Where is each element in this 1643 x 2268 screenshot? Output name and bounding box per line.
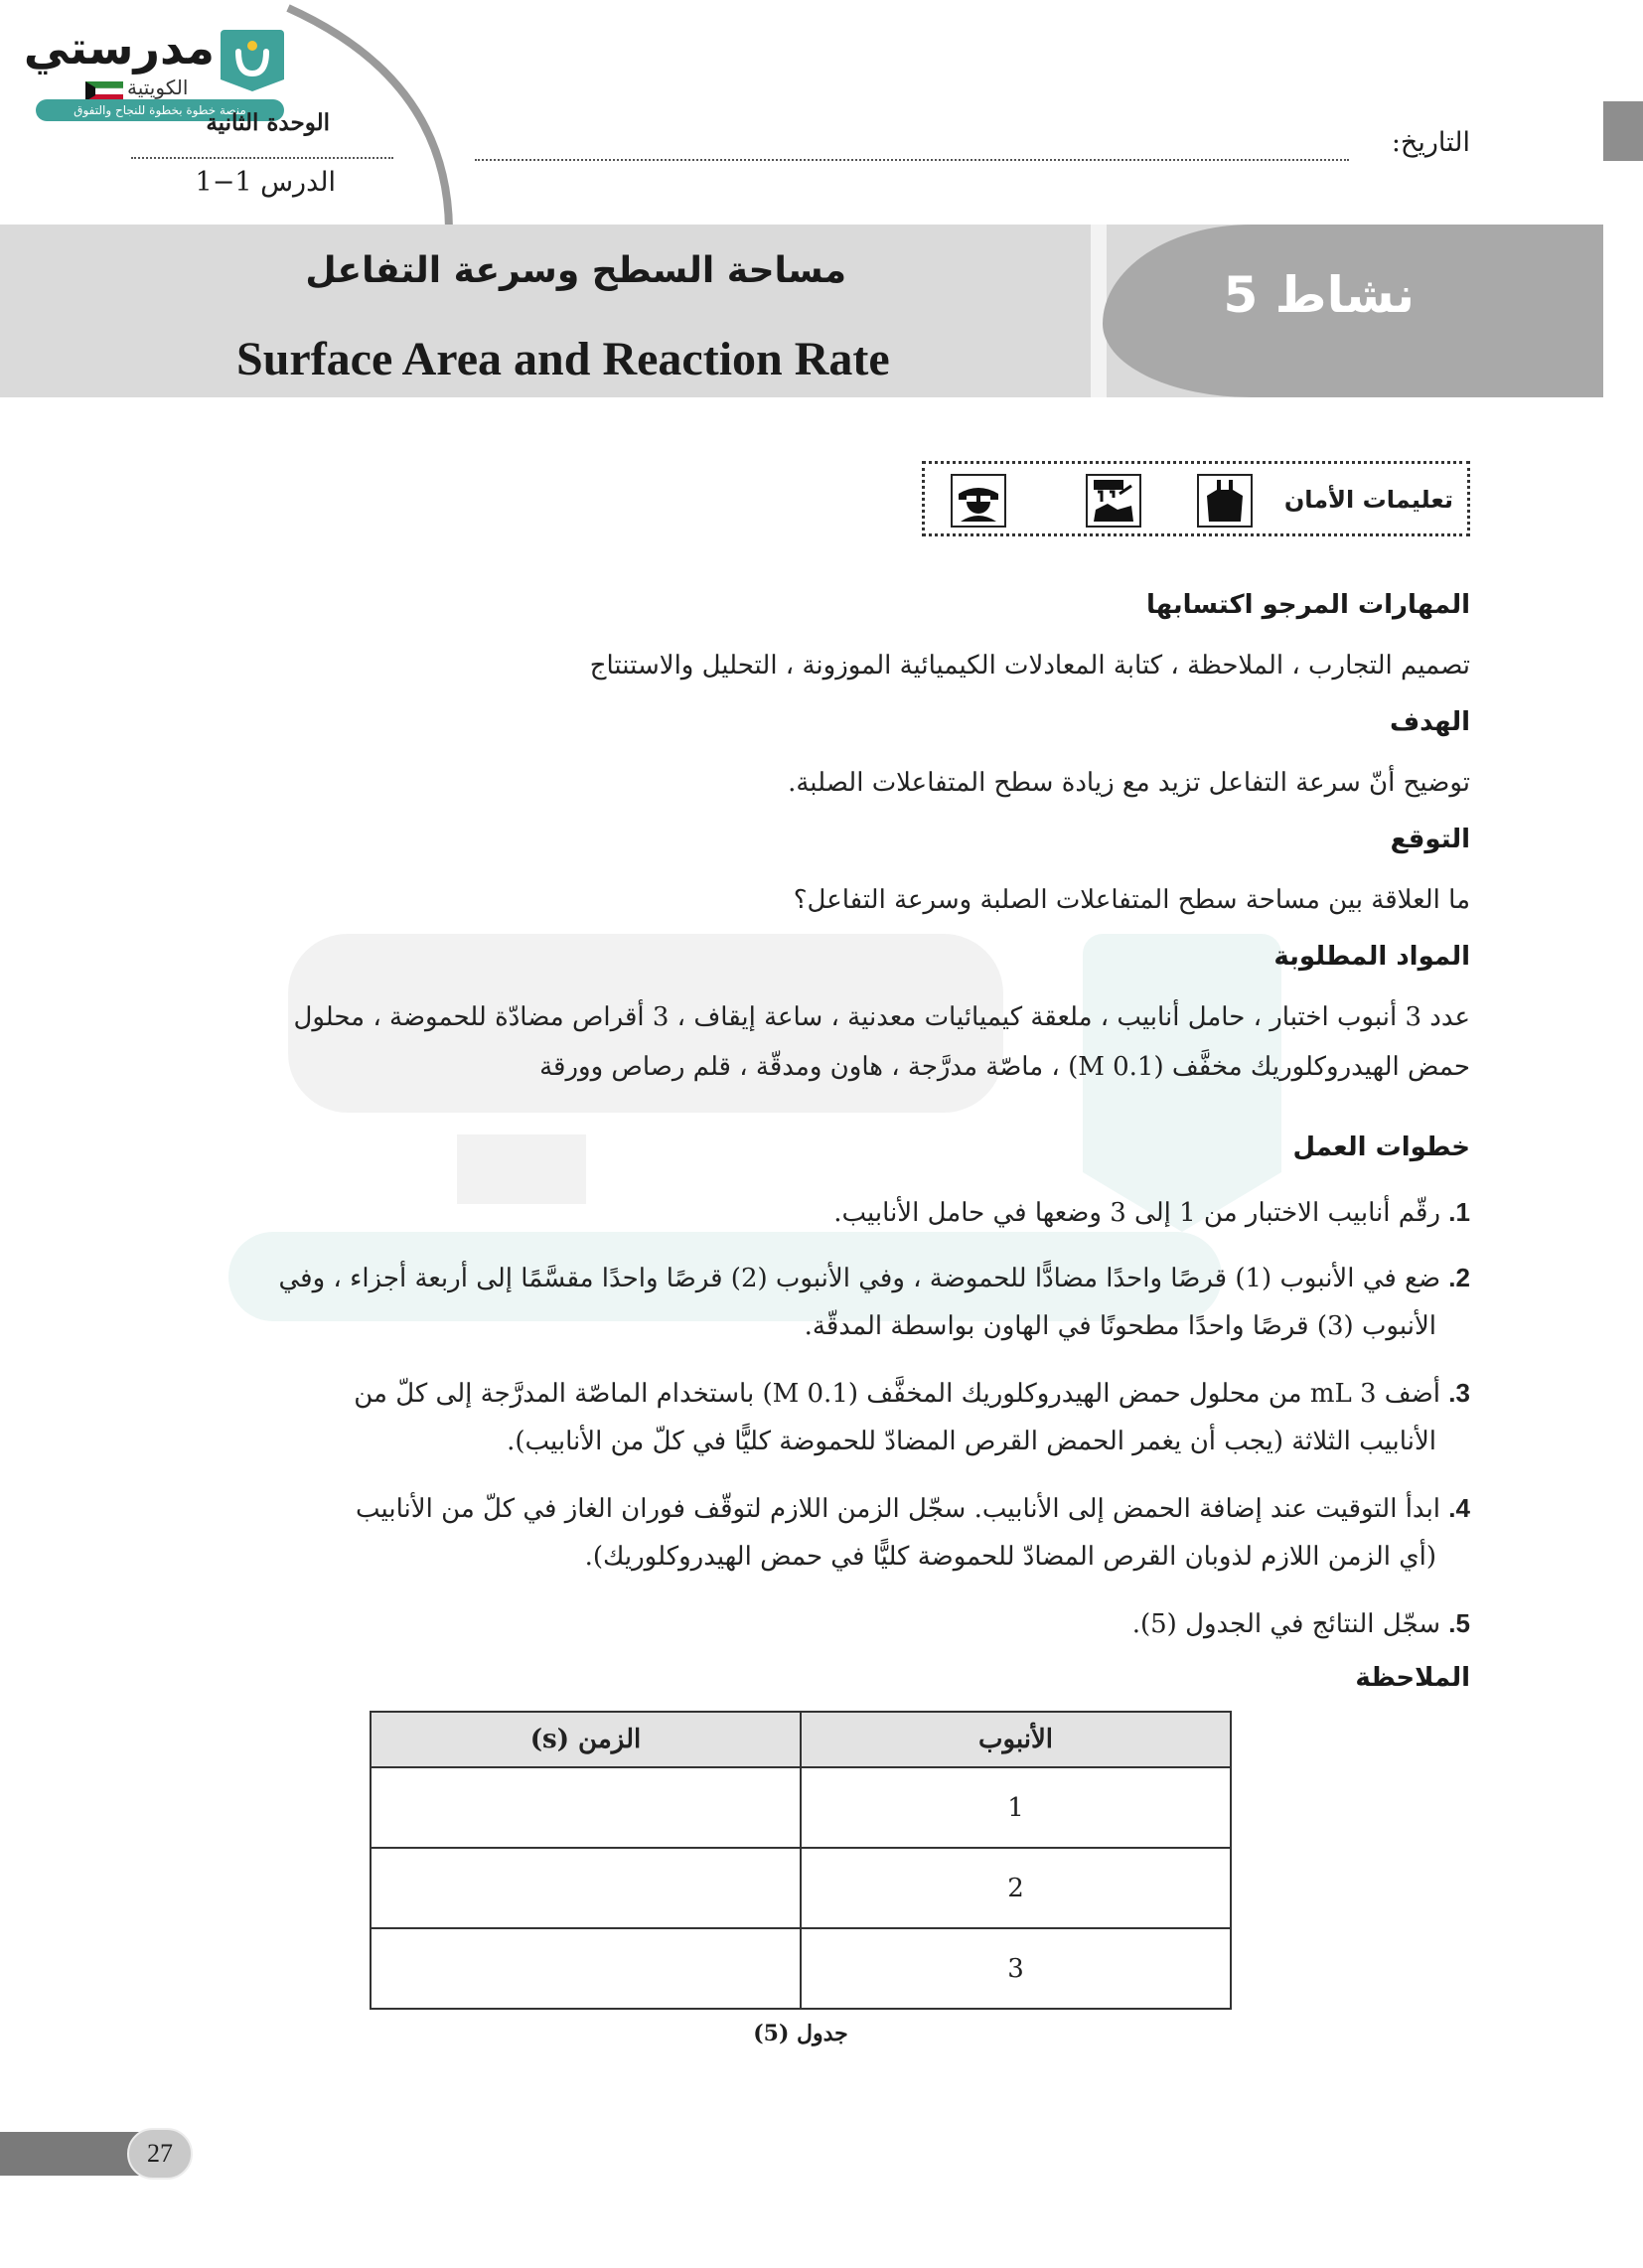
skills-heading: المهارات المرجو اكتسابها: [1145, 590, 1470, 620]
date-label: التاريخ:: [1391, 127, 1470, 158]
column-header-time: الزمن (s): [371, 1712, 801, 1767]
safety-box: [922, 461, 1470, 536]
step-line: الأنابيب الثلاثة (يجب أن يغمر الحمض القرص المضادّ للحموضة كليًّا في كلّ من الأنابيب).: [507, 1427, 1436, 1456]
logo-brand: مدرستي: [23, 21, 215, 75]
step-line: ضع في الأنبوب (1) قرصًا واحدًا مضادًّا للحموضة ، وفي الأنبوب (2) قرصًا واحدًا مقسَّمًا إلى أربعة أجزاء ، وفي: [278, 1264, 1441, 1293]
step-number: 2.: [1448, 1263, 1470, 1292]
column-header-tube: الأنبوب: [801, 1712, 1231, 1767]
prediction-text: ما العلاقة بين مساحة سطح المتفاعلات الصلبة وسرعة التفاعل؟: [793, 885, 1470, 915]
step-number: 1.: [1448, 1197, 1470, 1227]
procedure-step-3: [139, 1369, 1470, 1465]
activity-number: نشاط 5: [1223, 266, 1415, 324]
logo-tagline: منصة خطوة بخطوة للنجاح والتفوق: [36, 99, 284, 121]
materials-line-1: عدد 3 أنبوب اختبار ، حامل أنابيب ، ملعقة كيميائيات معدنية ، ساعة إيقاف ، 3 أقراص مضادّة للحموضة ، محلول: [293, 1002, 1470, 1032]
footer-bar: [0, 2132, 139, 2176]
results-table: [370, 1711, 1232, 2010]
time-cell[interactable]: [371, 1928, 801, 2009]
table-row: [371, 1767, 1231, 1848]
table-header-row: [371, 1712, 1231, 1767]
observation-heading: الملاحظة: [1355, 1663, 1470, 1693]
procedure-heading: خطوات العمل: [1292, 1133, 1470, 1162]
safety-goggles-icon: [951, 474, 1006, 528]
time-cell[interactable]: [371, 1848, 801, 1928]
step-line: ابدأ التوقيت عند إضافة الحمض إلى الأنابيب. سجّل الزمن اللازم لتوقّف فوران الغاز في كلّ من الأنابيب: [355, 1494, 1441, 1524]
lab-apron-icon: [1197, 474, 1253, 528]
goal-text: توضيح أنّ سرعة التفاعل تزيد مع زيادة سطح المتفاعلات الصلبة.: [788, 768, 1470, 798]
prediction-heading: التوقع: [1390, 825, 1470, 854]
step-line: رقّم أنابيب الاختبار من 1 إلى 3 وضعها في حامل الأنابيب.: [833, 1198, 1441, 1228]
time-cell[interactable]: [371, 1767, 801, 1848]
unit-label: الوحدة الثانية: [206, 109, 330, 136]
procedure-step-4: [139, 1484, 1470, 1581]
skills-text: تصميم التجارب ، الملاحظة ، كتابة المعادلات الكيميائية الموزونة ، التحليل والاستنتاج: [589, 651, 1470, 680]
step-line: سجّل النتائج في الجدول (5).: [1131, 1609, 1441, 1639]
corrosive-chemical-icon: [1086, 474, 1141, 528]
table-caption: جدول (5): [753, 2021, 848, 2046]
title-english: Surface Area and Reaction Rate: [236, 333, 890, 385]
procedure-step-1: [139, 1188, 1470, 1237]
page-number-badge: [127, 2128, 193, 2180]
table-row: [371, 1928, 1231, 2009]
tube-cell: 1: [801, 1767, 1231, 1848]
table-row: [371, 1848, 1231, 1928]
step-line: (أي الزمن اللازم لذوبان القرص المضادّ للحموضة كليًّا في حمض الهيدروكلوريك).: [584, 1542, 1436, 1572]
step-number: 5.: [1448, 1608, 1470, 1638]
page-edge-tab: [1603, 101, 1643, 161]
tube-cell: 2: [801, 1848, 1231, 1928]
lesson-label: الدرس 1−1: [195, 167, 336, 198]
procedure-step-2: [139, 1254, 1470, 1350]
materials-line-2: حمض الهيدروكلوريك مخفَّف (0.1 M) ، ماصّة مدرَّجة ، هاون ومدقّة ، قلم رصاص وورقة: [539, 1052, 1470, 1082]
unit-divider: [131, 157, 393, 159]
step-number: 3.: [1448, 1378, 1470, 1408]
step-line: الأنبوب (3) قرصًا واحدًا مطحونًا في الهاون بواسطة المدقّة.: [804, 1311, 1436, 1341]
page-number: 27: [147, 2139, 173, 2168]
title-arabic: مساحة السطح وسرعة التفاعل: [305, 250, 846, 291]
materials-heading: المواد المطلوبة: [1273, 942, 1470, 972]
safety-label: تعليمات الأمان: [1283, 486, 1453, 514]
step-number: 4.: [1448, 1493, 1470, 1523]
tube-cell: 3: [801, 1928, 1231, 2009]
goal-heading: الهدف: [1389, 707, 1470, 737]
step-line: أضف 3 mL من محلول حمض الهيدروكلوريك المخفَّف (0.1 M) باستخدام الماصّة المدرَّجة إلى كلّ من: [354, 1379, 1441, 1409]
procedure-step-5: [139, 1599, 1470, 1648]
logo-country: الكويتية: [127, 76, 189, 99]
date-field-line: [475, 159, 1349, 161]
